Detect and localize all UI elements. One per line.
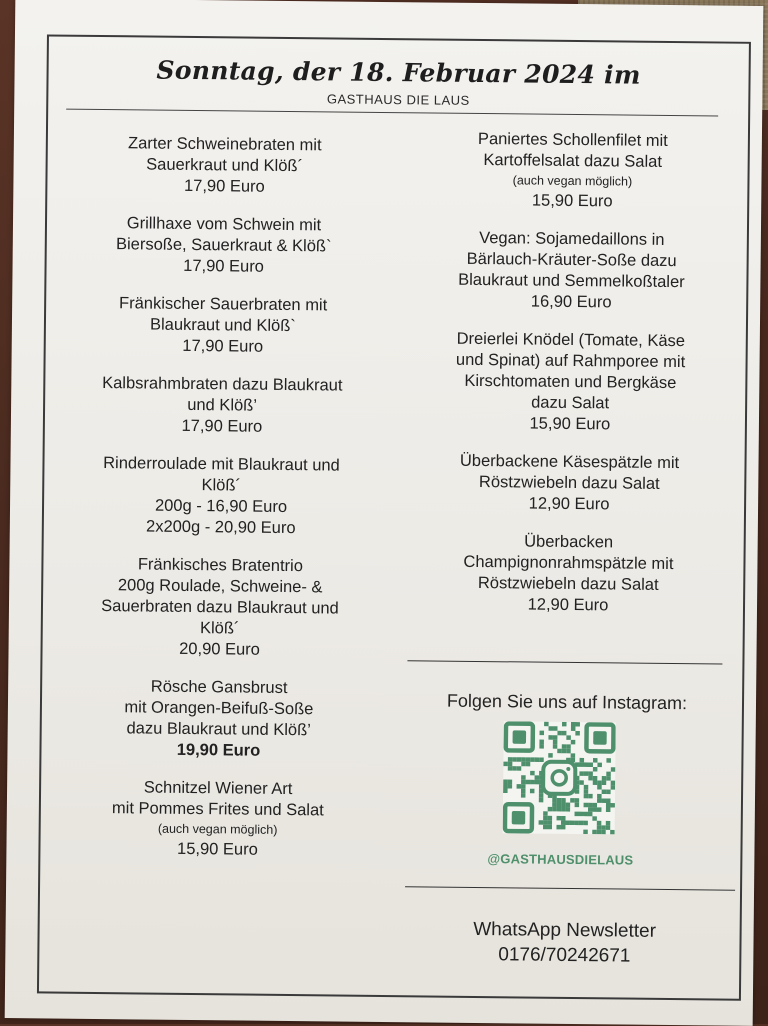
qr-module [597,830,602,835]
dish-price: 15,90 Euro [531,191,613,211]
qr-module [583,821,588,826]
dish-price: 15,90 Euro [176,839,258,859]
qr-module [521,757,526,762]
qr-module [552,802,557,807]
dish-name: Überbackene Käsespätzle mit Röstzwiebeln dazu Salat [459,451,680,493]
qr-module [508,757,513,762]
qr-module [521,789,526,794]
qr-module [548,820,553,825]
qr-module [597,798,602,803]
qr-module [583,830,588,835]
qr-module [588,807,593,812]
menu-item [407,128,738,213]
qr-module [539,798,544,803]
dish-price: 17,90 Euro [181,416,263,436]
qr-module [521,775,526,780]
whatsapp-newsletter [399,916,730,969]
qr-module [503,780,508,785]
qr-module [557,802,562,807]
qr-module [561,816,566,821]
dish-name: Rinderroulade mit Blaukraut und Klöß´ [103,454,340,495]
qr-module [606,821,611,826]
right-menu-column [403,128,738,634]
qr-module [562,731,567,736]
menu-item [53,676,384,763]
qr-module [606,758,611,763]
dish-name: Vegan: Sojamedaillons in Bärlauch-Kräuter-Soße dazu Blaukraut und Semmelkoßtaler [458,228,685,292]
dish-name: Paniertes Schollenfilet mit Kartoffelsalat dazu Salat [477,129,668,171]
qr-module [588,762,593,767]
qr-module [584,789,589,794]
qr-module [512,757,517,762]
menu-item [406,227,737,314]
qr-module [580,762,585,767]
qr-module [602,789,607,794]
qr-module [606,790,611,795]
qr-module [575,798,580,803]
qr-module [526,762,531,767]
qr-module [588,794,593,799]
qr-module [517,766,522,771]
qr-module [561,825,566,830]
qr-module [571,740,576,745]
qr-module [530,771,535,776]
qr-module [544,722,549,727]
qr-module [535,757,540,762]
qr-module [584,794,589,799]
qr-module [566,803,571,808]
qr-module [557,798,562,803]
qr-module [548,816,553,821]
menu-item [58,293,389,359]
qr-module [543,820,548,825]
dish-name: Fränkischer Sauerbraten mit Blaukraut und Klöß` [118,294,328,336]
dish-price: 17,90 Euro [183,256,265,276]
dish-price: 200g - 16,90 Euro 2x200g - 20,90 Euro [145,496,296,538]
qr-module [592,816,597,821]
qr-module [571,722,576,727]
dish-price: 17,90 Euro [183,176,265,196]
dish-name: Dreierlei Knödel (Tomate, Käse und Spinat) auf Rahmporee mit Kirschtomaten und Bergkäse dazu Salat [455,329,686,413]
qr-module [597,825,602,830]
qr-module [565,820,570,825]
qr-module [593,758,598,763]
menu-item [403,530,734,617]
qr-module [602,781,607,786]
qr-module [552,807,557,812]
dish-note: (auch vegan möglich) [512,173,633,189]
qr-module [584,785,589,790]
qr-finder-pattern [505,804,532,831]
qr-module [553,726,558,731]
qr-module [597,785,602,790]
menu-sheet [5,0,764,1026]
qr-module [539,757,544,762]
qr-module [521,793,526,798]
section-divider [405,886,735,890]
qr-module [553,740,558,745]
restaurant-name: GASTHAUS DIE LAUS [326,91,470,108]
qr-module [597,794,602,799]
qr-module [597,821,602,826]
qr-module [512,766,517,771]
qr-module [611,785,616,790]
dish-price: 20,90 Euro [179,639,261,659]
qr-module [566,807,571,812]
qr-module [540,731,545,736]
qr-module [521,784,526,789]
qr-module [584,803,589,808]
qr-module [539,744,544,749]
qr-module [570,798,575,803]
whatsapp-label: WhatsApp Newsletter [473,918,657,942]
qr-module [552,798,557,803]
qr-module [597,763,602,768]
qr-module [503,762,508,767]
dish-price: 19,90 Euro [176,740,261,760]
menu-item [59,133,390,199]
qr-module [508,784,513,789]
qr-module [571,726,576,731]
page-title: Sonntag, der 18. Februar 2024 im [156,55,641,90]
qr-module [575,803,580,808]
qr-module [606,807,611,812]
qr-module [526,757,531,762]
qr-module [575,722,580,727]
qr-module [593,803,598,808]
qr-module [566,749,571,754]
title-divider [66,109,718,117]
qr-module [602,776,607,781]
dish-price: 17,90 Euro [182,336,264,356]
qr-module [606,799,611,804]
qr-module [584,771,589,776]
dish-name: Kalbsrahmbraten dazu Blaukraut und Klöß’ [102,374,343,415]
menu-item [58,213,389,279]
qr-module [547,825,552,830]
qr-module [557,807,562,812]
qr-module [584,762,589,767]
qr-module [535,780,540,785]
qr-module [557,749,562,754]
qr-module [575,731,580,736]
menu-item [52,777,383,862]
qr-module [593,776,598,781]
qr-module [530,757,535,762]
qr-module [508,766,513,771]
qr-module [579,780,584,785]
qr-module [539,820,544,825]
dish-price: 12,90 Euro [527,595,609,615]
dish-price: 16,90 Euro [530,292,612,312]
qr-module [553,744,558,749]
qr-module [508,780,513,785]
qr-module [593,767,598,772]
dish-name: Fränkisches Bratentrio 200g Roulade, Schweine- & Sauerbraten dazu Blaukraut und Klöß´ [101,555,339,638]
qr-module [597,780,602,785]
qr-module [583,812,588,817]
qr-module [508,762,513,767]
qr-module [543,816,548,821]
qr-code-graphic [503,721,616,834]
dish-name: Zarter Schweinebraten mit Sauerkraut und Klöß´ [128,134,322,176]
qr-module [557,816,562,821]
instagram-label: Folgen Sie uns auf Instagram: [446,690,688,714]
menu-item [54,554,385,662]
qr-module [579,812,584,817]
qr-module [548,753,553,758]
qr-module [579,771,584,776]
qr-module [526,780,531,785]
dish-name: Überbacken Champignonrahmspätzle mit Röstzwiebeln dazu Salat [463,532,674,594]
qr-module [592,830,597,835]
dish-price: 12,90 Euro [528,494,610,514]
qr-module [562,749,567,754]
qr-module [530,789,535,794]
qr-module [539,793,544,798]
menu-frame [37,34,751,1000]
qr-module [503,784,508,789]
menu-item [56,453,387,540]
dish-name: Grillhaxe vom Schwein mit Biersoße, Sauerkraut & Klöß` [115,214,332,256]
qr-module [601,825,606,830]
qr-module [588,812,593,817]
qr-module [517,784,522,789]
instagram-handle[interactable]: @GASTHAUSDIELAUS [487,851,634,868]
dish-price: 15,90 Euro [529,414,611,434]
instagram-qr-code[interactable] [503,721,616,834]
menu-item [404,450,735,516]
qr-module [588,803,593,808]
qr-module [610,830,615,835]
qr-module [592,807,597,812]
qr-module [556,825,561,830]
qr-module [566,735,571,740]
qr-module [580,758,585,763]
section-divider [407,660,722,664]
qr-module [562,722,567,727]
menu-item [405,328,736,436]
dish-name: Rösche Gansbrust mit Orangen-Beifuß-Soße dazu Blaukraut und Klöß’ [124,677,314,740]
qr-module [521,762,526,767]
qr-module [561,820,566,825]
qr-module [521,780,526,785]
qr-finder-pattern [586,724,613,751]
qr-module [610,803,615,808]
qr-module [549,726,554,731]
dish-note: (auch vegan möglich) [157,821,278,837]
qr-module [517,757,522,762]
qr-module [611,767,616,772]
qr-module [562,744,567,749]
qr-module [606,772,611,777]
qr-module [557,731,562,736]
qr-module [539,740,544,745]
qr-module [561,798,566,803]
qr-module [602,798,607,803]
qr-module [601,830,606,835]
qr-module [566,744,571,749]
qr-module [579,821,584,826]
qr-module [588,776,593,781]
qr-module [553,735,558,740]
qr-module [503,788,508,793]
qr-module [588,771,593,776]
left-menu-column [52,133,390,879]
menu-item [57,373,388,439]
qr-module [543,811,548,816]
qr-module [611,781,616,786]
qr-module [606,776,611,781]
qr-module [561,807,566,812]
qr-module [575,812,580,817]
qr-module [570,821,575,826]
qr-module [571,753,576,758]
qr-finder-pattern [506,724,533,751]
qr-module [530,780,535,785]
qr-module [597,807,602,812]
qr-module [548,735,553,740]
qr-module [535,775,540,780]
instagram-icon [543,762,575,794]
dish-name: Schnitzel Wiener Art mit Pommes Frites und Salat [111,778,324,820]
qr-module [606,825,611,830]
qr-module [561,803,566,808]
qr-module [574,821,579,826]
qr-module [543,825,548,830]
whatsapp-phone[interactable]: 0176/70242671 [498,944,631,967]
qr-module [548,807,553,812]
qr-module [593,780,598,785]
qr-module [606,803,611,808]
